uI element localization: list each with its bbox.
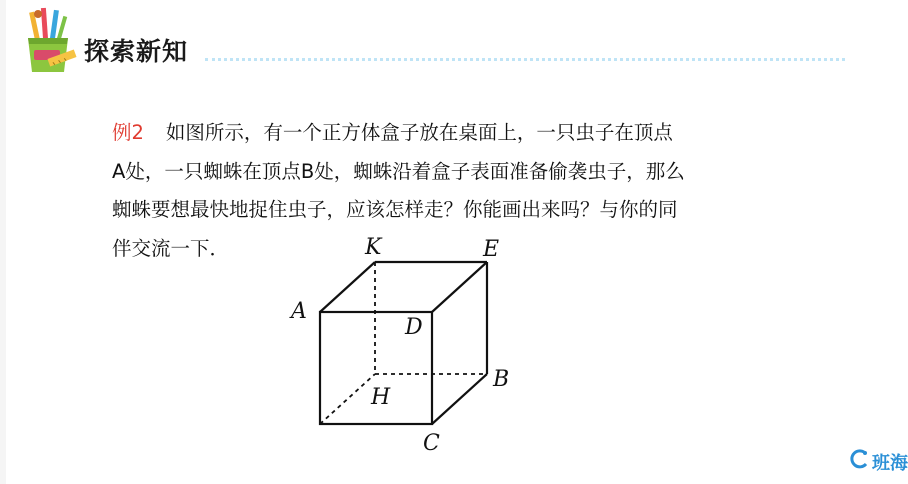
vertex-label-c: C	[423, 431, 440, 456]
cube-edges-solid	[320, 262, 487, 424]
page-title: 探索新知	[84, 37, 189, 66]
vertex-label-h: H	[371, 385, 391, 410]
vertex-label-b: B	[493, 367, 510, 392]
vertex-label-k: K	[365, 235, 382, 260]
problem-line-1: 例2 如图所示，有一个正方体盒子放在桌面上，一只虫子在顶点	[112, 121, 673, 144]
vertex-label-d: D	[405, 315, 423, 340]
pencil-cup-icon	[18, 6, 82, 78]
example-label: 例2	[112, 121, 144, 144]
problem-line-3: 蜘蛛要想最快地捉住虫子，应该怎样走？你能画出来吗？与你的同	[112, 198, 678, 221]
banhai-logo-text: 班海	[872, 453, 908, 474]
problem-line-4: 伴交流一下．	[112, 236, 230, 260]
vertex-label-e: E	[483, 237, 500, 262]
cube-figure	[285, 232, 525, 462]
banhai-logo-icon	[850, 448, 870, 472]
cube-edges-hidden	[320, 262, 487, 424]
vertex-label-a: A	[291, 299, 307, 324]
problem-line-2: A处，一只蜘蛛在顶点B处，蜘蛛沿着盒子表面准备偷袭虫子，那么	[112, 159, 685, 183]
left-edge-strip	[0, 0, 6, 484]
title-divider	[205, 58, 845, 61]
